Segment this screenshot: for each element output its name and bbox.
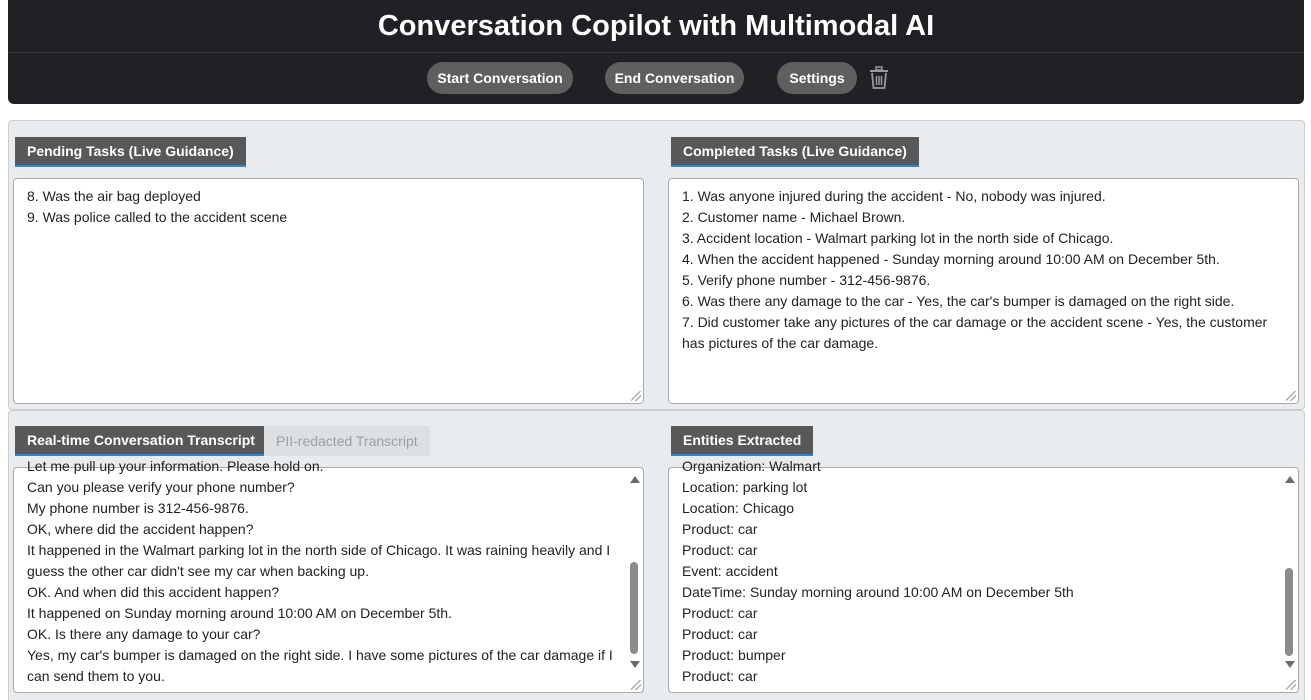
list-item: 8. Was the air bag deployed <box>27 188 201 204</box>
list-item: 6. Was there any damage to the car - Yes, the car's bumper is damaged on the right side. <box>682 293 1235 309</box>
app-header <box>8 0 1304 104</box>
transcript-scrollbar[interactable] <box>628 472 641 686</box>
resize-handle[interactable] <box>1286 391 1296 401</box>
transcript-line: Can you please verify your phone number? <box>27 479 295 495</box>
list-item: 7. Did customer take any pictures of the car damage or the accident scene - Yes, the customer has pictures of the car damage. <box>682 314 1268 351</box>
list-item: 9. Was police called to the accident scene <box>27 209 288 225</box>
entity-item: Product: car <box>682 521 758 537</box>
start-conversation-button[interactable]: Start Conversation <box>427 62 573 94</box>
list-item: 5. Verify phone number - 312-456-9876. <box>682 272 931 288</box>
entities-list <box>682 456 1268 687</box>
page-title: Conversation Copilot with Multimodal AI <box>377 10 935 42</box>
header-divider <box>8 52 1304 53</box>
completed-tasks-list <box>682 186 1278 354</box>
transcript-line: Let me pull up your information. Please hold on. <box>27 458 324 474</box>
entity-item: Product: bumper <box>682 647 786 663</box>
resize-handle[interactable] <box>631 680 641 690</box>
entities-scrollbar[interactable] <box>1283 472 1296 686</box>
entities-textarea[interactable] <box>668 458 1299 693</box>
transcript-line: OK, where did the accident happen? <box>27 521 254 537</box>
tab-realtime-transcript[interactable]: Real-time Conversation Transcript <box>15 426 267 456</box>
scroll-down-arrow-icon[interactable] <box>1285 661 1295 668</box>
scroll-down-arrow-icon[interactable] <box>630 661 640 668</box>
entity-item: Product: car <box>682 542 758 558</box>
conversation-panel <box>8 410 1305 700</box>
resize-handle[interactable] <box>631 391 641 401</box>
entity-item: Product: car <box>682 668 758 684</box>
entity-item: Product: car <box>682 626 758 642</box>
list-item: 1. Was anyone injured during the accident - No, nobody was injured. <box>682 188 1106 204</box>
entity-item: Product: car <box>682 605 758 621</box>
transcript-line: It happened on Sunday morning around 10:00 AM on December 5th. <box>27 605 452 621</box>
scrollbar-thumb[interactable] <box>1285 568 1293 656</box>
transcript-line: OK. Is there any damage to your car? <box>27 626 261 642</box>
list-item: 3. Accident location - Walmart parking lot in the north side of Chicago. <box>682 230 1114 246</box>
resize-handle[interactable] <box>1286 680 1296 690</box>
list-item: 4. When the accident happened - Sunday morning around 10:00 AM on December 5th. <box>682 251 1220 267</box>
entity-item: Location: parking lot <box>682 479 808 495</box>
trash-icon[interactable] <box>868 66 890 90</box>
entity-item: Organization: Walmart <box>682 458 821 474</box>
tab-pending-tasks[interactable]: Pending Tasks (Live Guidance) <box>15 137 246 167</box>
scroll-up-arrow-icon[interactable] <box>1285 476 1295 483</box>
tab-completed-tasks[interactable]: Completed Tasks (Live Guidance) <box>671 137 919 167</box>
tasks-panel <box>8 120 1305 410</box>
end-conversation-button[interactable]: End Conversation <box>605 62 744 94</box>
transcript-line: My phone number is 312-456-9876. <box>27 500 249 516</box>
pending-tasks-list <box>27 186 613 228</box>
completed-tasks-textarea[interactable] <box>668 178 1299 404</box>
list-item: 2. Customer name - Michael Brown. <box>682 209 906 225</box>
settings-button[interactable]: Settings <box>777 62 857 94</box>
pending-tasks-textarea[interactable] <box>13 178 644 404</box>
entity-item: DateTime: Sunday morning around 10:00 AM on December 5th <box>682 584 1074 600</box>
entity-item: Event: accident <box>682 563 778 579</box>
transcript-line: Yes, my car's bumper is damaged on the right side. I have some pictures of the car damage if I can send them to you. <box>27 647 613 684</box>
entity-item: Location: Chicago <box>682 500 795 516</box>
transcript-line: It happened in the Walmart parking lot in the north side of Chicago. It was raining heavily and I guess the other car didn't see my car when backing up. <box>27 542 611 579</box>
transcript-lines <box>27 456 615 687</box>
transcript-textarea[interactable] <box>13 458 644 693</box>
tab-entities-extracted[interactable]: Entities Extracted <box>671 426 813 456</box>
transcript-line: OK. And when did this accident happen? <box>27 584 280 600</box>
scrollbar-thumb[interactable] <box>630 562 638 654</box>
tab-pii-redacted-transcript[interactable]: PII-redacted Transcript <box>264 426 430 456</box>
scroll-up-arrow-icon[interactable] <box>630 476 640 483</box>
